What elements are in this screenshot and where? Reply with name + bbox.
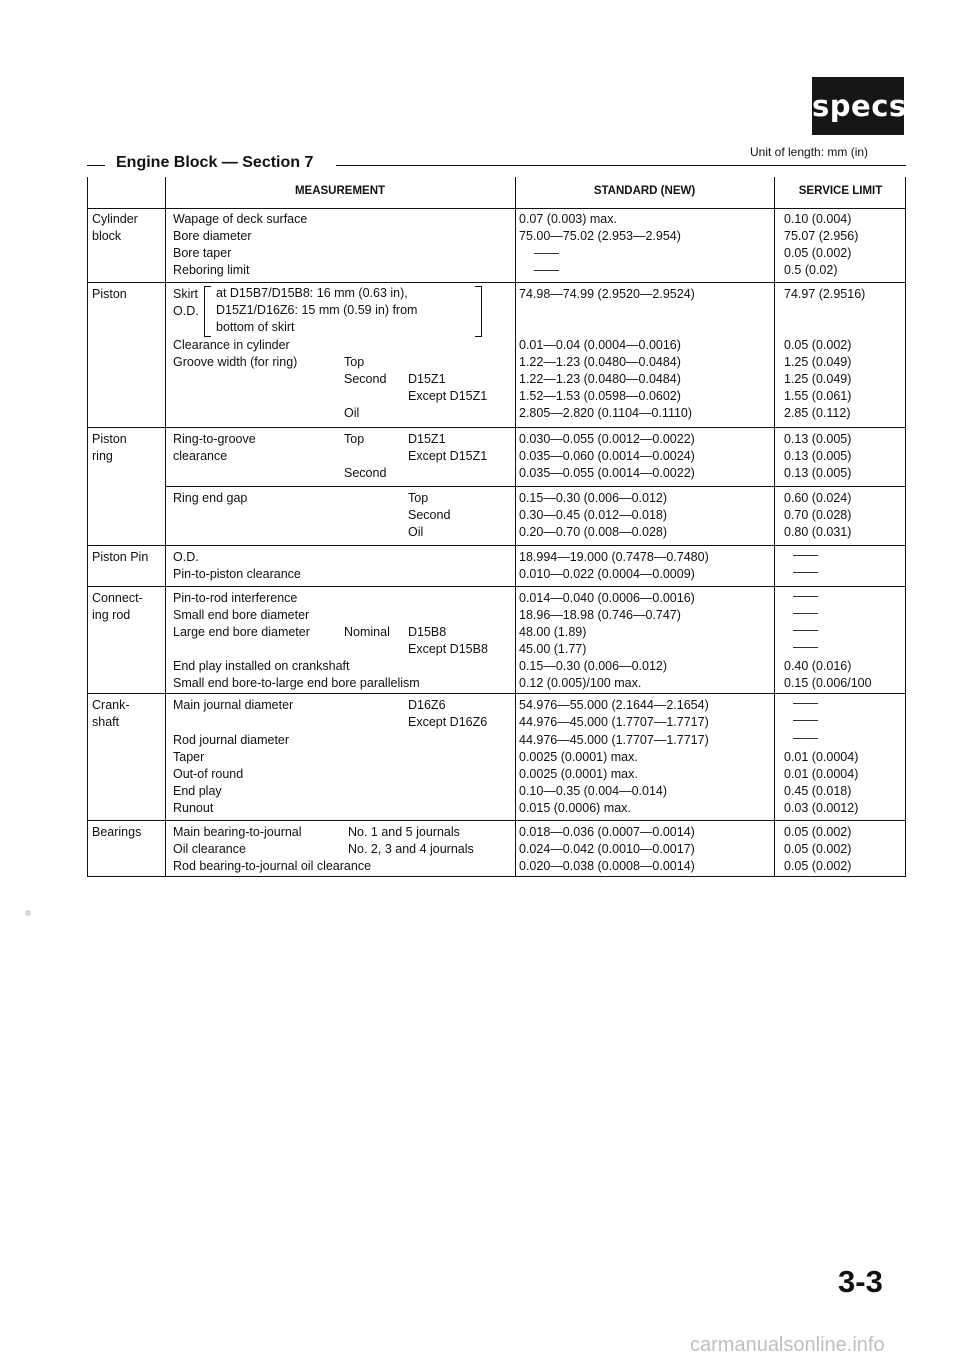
limit-value: 75.07 (2.956) — [784, 229, 859, 243]
sub-label: Second — [344, 466, 387, 480]
limit-value: —— — [793, 548, 818, 562]
limit-value: 0.05 (0.002) — [784, 859, 852, 873]
standard-value: 2.805—2.820 (0.1104—0.1110) — [519, 406, 693, 420]
limit-value: 0.03 (0.0012) — [784, 801, 859, 815]
limit-value: —— — [793, 696, 818, 710]
measurement-item: Runout — [173, 801, 214, 815]
standard-value: 44.976—45.000 (1.7707—1.7717) — [519, 733, 709, 747]
skirt-note: bottom of skirt — [216, 320, 295, 334]
standard-value: 0.020—0.038 (0.0008—0.0014) — [519, 859, 695, 873]
sub-label: D16Z6 — [408, 698, 446, 712]
section-label: Piston — [92, 287, 127, 301]
limit-value: 0.05 (0.002) — [784, 246, 852, 260]
section-label: Bearings — [92, 825, 142, 839]
standard-value: 0.018—0.036 (0.0007—0.0014) — [519, 825, 695, 839]
limit-value: —— — [793, 606, 818, 620]
bracket-left — [204, 286, 211, 337]
measurement-item: Reboring limit — [173, 263, 250, 277]
row-divider — [88, 208, 905, 209]
sub-label: Second — [408, 508, 451, 522]
standard-value: 74.98—74.99 (2.9520—2.9524) — [519, 287, 695, 301]
measurement-item: Skirt — [173, 287, 198, 301]
standard-value: 0.30—0.45 (0.012—0.018) — [519, 508, 668, 522]
header-standard: STANDARD (NEW) — [593, 185, 696, 197]
measurement-item: Pin-to-piston clearance — [173, 567, 301, 581]
standard-value: —— — [534, 263, 559, 277]
limit-value: 0.80 (0.031) — [784, 525, 852, 539]
measurement-item: Wapage of deck surface — [173, 212, 308, 226]
unit-note: Unit of length: mm (in) — [750, 145, 869, 159]
standard-value: 0.0025 (0.0001) max. — [519, 750, 638, 764]
standard-value: 45.00 (1.77) — [519, 642, 587, 656]
limit-value: —— — [793, 731, 818, 745]
standard-value: 0.024—0.042 (0.0010—0.0017) — [519, 842, 695, 856]
sub-label: Except D15B8 — [408, 642, 488, 656]
sub-label: Oil — [408, 525, 424, 539]
measurement-item: O.D. — [173, 550, 199, 564]
standard-value: 18.96—18.98 (0.746—0.747) — [519, 608, 681, 622]
measurement-item: Out-of round — [173, 767, 244, 781]
measurement-item: Pin-to-rod interference — [173, 591, 298, 605]
header-service-limit: SERVICE LIMIT — [798, 185, 883, 197]
row-divider — [88, 820, 905, 821]
limit-value: 0.70 (0.028) — [784, 508, 852, 522]
page-number: 3-3 — [838, 1264, 883, 1299]
sub-label: Top — [344, 355, 365, 369]
scan-speck — [25, 910, 31, 916]
standard-value: 75.00—75.02 (2.953—2.954) — [519, 229, 681, 243]
limit-value: 0.45 (0.018) — [784, 784, 852, 798]
standard-value: 44.976—45.000 (1.7707—1.7717) — [519, 715, 709, 729]
standard-value: 0.20—0.70 (0.008—0.028) — [519, 525, 668, 539]
section-label: Connect- — [92, 591, 143, 605]
measurement-item: Rod bearing-to-journal oil clearance — [173, 859, 372, 873]
measurement-item: Groove width (for ring) — [173, 355, 298, 369]
limit-value: 0.15 (0.006/100 — [784, 676, 872, 690]
limit-value: 0.5 (0.02) — [784, 263, 838, 277]
title-rule-right — [336, 165, 906, 166]
limit-value: 1.55 (0.061) — [784, 389, 852, 403]
bracket-right — [475, 286, 482, 337]
section-label: block — [92, 229, 122, 243]
standard-value: 0.15—0.30 (0.006—0.012) — [519, 659, 668, 673]
section-label: ring — [92, 449, 113, 463]
title-rule-left — [87, 165, 105, 166]
limit-value: —— — [793, 640, 818, 654]
limit-value: —— — [793, 713, 818, 727]
limit-value: 0.05 (0.002) — [784, 825, 852, 839]
measurement-item: Small end bore-to-large end bore parallelism — [173, 676, 420, 690]
measurement-item: Oil clearance — [173, 842, 246, 856]
sub-label: No. 2, 3 and 4 journals — [348, 842, 474, 856]
section-label: Cylinder — [92, 212, 138, 226]
row-divider — [88, 427, 905, 428]
measurement-item: Main bearing-to-journal — [173, 825, 302, 839]
footer-watermark: carmanualsonline.info — [690, 1334, 885, 1356]
row-divider — [88, 693, 905, 694]
limit-value: 1.25 (0.049) — [784, 372, 852, 386]
standard-value: 1.22—1.23 (0.0480—0.0484) — [519, 355, 681, 369]
measurement-item: clearance — [173, 449, 228, 463]
measurement-item: Taper — [173, 750, 205, 764]
measurement-item: End play — [173, 784, 222, 798]
standard-value: 54.976—55.000 (2.1644—2.1654) — [519, 698, 709, 712]
standard-value: 1.22—1.23 (0.0480—0.0484) — [519, 372, 681, 386]
standard-value: 0.035—0.060 (0.0014—0.0024) — [519, 449, 695, 463]
spec-table — [87, 177, 906, 877]
standard-value: 0.014—0.040 (0.0006—0.0016) — [519, 591, 695, 605]
limit-value: 0.01 (0.0004) — [784, 767, 859, 781]
limit-value: 0.13 (0.005) — [784, 449, 852, 463]
section-label: ing rod — [92, 608, 131, 622]
standard-value: 48.00 (1.89) — [519, 625, 587, 639]
limit-value: 0.13 (0.005) — [784, 466, 852, 480]
limit-value: 0.60 (0.024) — [784, 491, 852, 505]
standard-value: 0.12 (0.005)/100 max. — [519, 676, 642, 690]
skirt-note: D15Z1/D16Z6: 15 mm (0.59 in) from — [216, 303, 418, 317]
standard-value: —— — [534, 246, 559, 260]
standard-value: 0.035—0.055 (0.0014—0.0022) — [519, 466, 695, 480]
sub-label: Oil — [344, 406, 360, 420]
sub-label: D15Z1 — [408, 372, 446, 386]
section-label: shaft — [92, 715, 120, 729]
section-label: Crank- — [92, 698, 130, 712]
header-measurement: MEASUREMENT — [294, 185, 386, 197]
specs-badge: specs — [812, 77, 904, 135]
standard-value: 0.07 (0.003) max. — [519, 212, 617, 226]
skirt-note: at D15B7/D15B8: 16 mm (0.63 in), — [216, 286, 408, 300]
measurement-item: Main journal diameter — [173, 698, 294, 712]
measurement-item: End play installed on crankshaft — [173, 659, 350, 673]
limit-value: —— — [793, 623, 818, 637]
limit-value: 74.97 (2.9516) — [784, 287, 866, 301]
limit-value: 0.13 (0.005) — [784, 432, 852, 446]
row-divider — [88, 545, 905, 546]
section-label: Piston — [92, 432, 127, 446]
measurement-item: Bore taper — [173, 246, 232, 260]
limit-value: 1.25 (0.049) — [784, 355, 852, 369]
standard-value: 0.0025 (0.0001) max. — [519, 767, 638, 781]
standard-value: 0.015 (0.0006) max. — [519, 801, 631, 815]
sub-label: Top — [344, 432, 365, 446]
measurement-item: Large end bore diameter — [173, 625, 310, 639]
row-divider — [88, 586, 905, 587]
measurement-item: Ring end gap — [173, 491, 248, 505]
sub-label: Top — [408, 491, 429, 505]
standard-value: 0.010—0.022 (0.0004—0.0009) — [519, 567, 695, 581]
limit-value: 2.85 (0.112) — [784, 406, 851, 420]
limit-value: —— — [793, 589, 818, 603]
limit-value: —— — [793, 565, 818, 579]
limit-value: 0.05 (0.002) — [784, 842, 852, 856]
sub-label: Nominal — [344, 625, 390, 639]
standard-value: 0.10—0.35 (0.004—0.014) — [519, 784, 668, 798]
measurement-item: O.D. — [173, 304, 199, 318]
limit-value: 0.40 (0.016) — [784, 659, 852, 673]
section-label: Piston Pin — [92, 550, 149, 564]
sub-label: No. 1 and 5 journals — [348, 825, 460, 839]
measurement-item: Rod journal diameter — [173, 733, 290, 747]
limit-value: 0.01 (0.0004) — [784, 750, 859, 764]
sub-label: Except D15Z1 — [408, 389, 488, 403]
sub-label: Except D16Z6 — [408, 715, 488, 729]
row-subdivider — [165, 486, 905, 487]
sub-label: D15Z1 — [408, 432, 446, 446]
sub-label: Except D15Z1 — [408, 449, 488, 463]
standard-value: 0.15—0.30 (0.006—0.012) — [519, 491, 668, 505]
sub-label: D15B8 — [408, 625, 447, 639]
standard-value: 0.030—0.055 (0.0012—0.0022) — [519, 432, 695, 446]
standard-value: 0.01—0.04 (0.0004—0.0016) — [519, 338, 681, 352]
sub-label: Second — [344, 372, 387, 386]
limit-value: 0.10 (0.004) — [784, 212, 852, 226]
measurement-item: Bore diameter — [173, 229, 252, 243]
section-title: Engine Block — Section 7 — [116, 154, 314, 171]
measurement-item: Ring-to-groove — [173, 432, 256, 446]
measurement-item: Clearance in cylinder — [173, 338, 290, 352]
standard-value: 18.994—19.000 (0.7478—0.7480) — [519, 550, 709, 564]
standard-value: 1.52—1.53 (0.0598—0.0602) — [519, 389, 681, 403]
row-divider — [88, 282, 905, 283]
limit-value: 0.05 (0.002) — [784, 338, 852, 352]
measurement-item: Small end bore diameter — [173, 608, 310, 622]
